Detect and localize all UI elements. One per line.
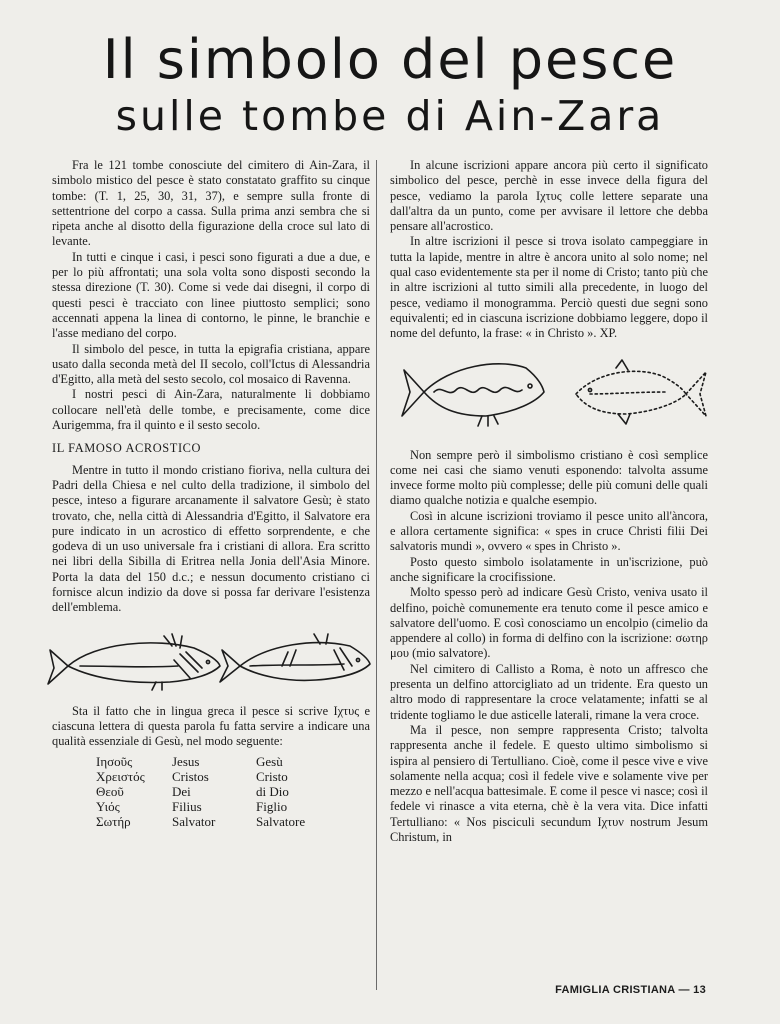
fish-drawings-illustration	[44, 630, 374, 692]
paragraph: In alcune iscrizioni appare ancora più certo il significato simbolico del pesce, perchè in esse invece della figura del pesce, vediamo la parola Ιχτυς colle lettere separate una dall'altra da un punto, come per avvisare il lettore che debba pensare all'acrostico.	[390, 158, 708, 234]
title-line-1: Il simbolo del pesce	[102, 28, 678, 91]
acrostic-latin: Jesus	[172, 753, 200, 769]
left-column	[52, 158, 370, 829]
acrostic-row	[96, 754, 315, 769]
right-column	[390, 158, 708, 845]
fish-drawings-illustration	[390, 354, 708, 434]
acrostic-italian: Gesù	[256, 753, 283, 769]
acrostic-row	[96, 799, 315, 814]
paragraph: Nel cimitero di Callisto a Roma, è noto un affresco che presenta un delfino attorcigliato ad un tridente. Era questo un altro modo di rappresentare la croce velatamente; infatti se al tridente togliamo le due asticelle laterali, rimane la vera croce.	[390, 661, 708, 722]
paragraph: Così in alcune iscrizioni troviamo il pesce unito all'àncora, e allora certamente significa: « spes in cruce Christi filii Dei salvatoris mundi », ovvero « spes in Christo ».	[390, 508, 708, 554]
paragraph: Posto questo simbolo isolatamente in un'iscrizione, può anche significare la crocifissione.	[390, 554, 708, 584]
fish-drawing	[240, 642, 370, 680]
title-line-2: sulle tombe di Ain-Zara	[115, 92, 665, 140]
section-heading: IL FAMOSO ACROSTICO	[52, 441, 202, 456]
acrostic-greek: Ιησοῦς	[96, 753, 133, 769]
acrostic-latin: Cristos	[172, 768, 209, 784]
paragraph: In altre iscrizioni il pesce si trova isolato campeggiare in tutta la lapide, mentre in altre è ancora unito al solo nome; nel qual caso evidentemente sta per il nome di Cristo; tanto più che in altre iscrizioni al tutto simili alla precedente, in luogo del pesce, vediamo il monogramma. Perciò questi due segni sono equivalenti; ed in ciascuna iscrizione dobbiamo leggere, dopo il nome del defunto, la frase: « in Christo ». XP.	[390, 234, 708, 341]
paragraph: Mentre in tutto il mondo cristiano fioriva, nella cultura dei Padri della Chiesa e nel culto della tradizione, il simbolo del pesce, inteso a figurare arcanamente il salvatore Gesù; è stato trovato, che, nella città di Alessandria d'Egitto, il Salvatore era pure indicato in un acrostico di effetto sorprendente, e che godeva di un uso universale fra i cristiani di allora. Era scritto nei libri della Sibilla di Eritrea nella Jonia dell'Asia Minore. Porta la data del 150 d.c.; e nessun documento cristiano ci fornisce alcun indizio da dove si possa far derivare l'esistenza dell'emblema.	[52, 462, 370, 615]
paragraph: Non sempre però il simbolismo cristiano è così semplice come nei casi che siamo venuti esponendo: talvolta assume invece forme molto più complesse; delle più comuni delle quali diamo qualche notizia e qualche esempio.	[390, 447, 708, 508]
acrostic-greek: Υιός	[96, 798, 120, 814]
acrostic-greek: Χρειστός	[96, 768, 145, 784]
acrostic-italian: Figlio	[256, 798, 288, 814]
paragraph: Sta il fatto che in lingua greca il pesce si scrive Ιχτυς e ciascuna lettera di questa parola fu fatta servire a indicare una qualità essenziale di Gesù, nel modo seguente:	[52, 703, 370, 749]
paragraph: In tutti e cinque i casi, i pesci sono figurati a due a due, e per lo più affrontati; una sola volta sono disposti secondo la stessa direzione (T. 30). Come si vede dai disegni, il corpo di questi pesci è tracciato con linee piuttosto semplici; sono accennati appena la linea di contorno, le pinne, le branchie e l'asse mediano del corpo.	[52, 249, 370, 341]
acrostic-italian: di Dio	[256, 783, 289, 799]
paragraph: Fra le 121 tombe conosciute del cimitero di Ain-Zara, il simbolo mistico del pesce è stato constatato graffito su cinque tombe: (T. 1, 25, 30, 31, 37), e sempre sulla fronte di settentrione del corpo a cassa. Sulla prima anzi sembra che si ripeta anche al disotto della figurazione della croce sul lato di levante.	[52, 158, 370, 249]
acrostic-italian: Cristo	[256, 768, 288, 784]
acrostic-greek: Θεοῦ	[96, 783, 124, 799]
acrostic-row	[96, 814, 315, 829]
column-divider	[376, 160, 377, 990]
acrostic-greek: Σωτήρ	[96, 813, 131, 829]
paragraph: Il simbolo del pesce, in tutta la epigrafia cristiana, appare usato dalla seconda metà del II secolo, coll'Ictus di Alessandria d'Egitto, alla metà del sesto secolo, col mosaico di Ravenna.	[52, 341, 370, 387]
acrostic-row	[96, 769, 315, 784]
acrostic-italian: Salvatore	[256, 813, 306, 829]
acrostic-latin: Dei	[172, 783, 191, 799]
page-footer: FAMIGLIA CRISTIANA — 13	[555, 984, 706, 996]
acrostic-table	[96, 754, 315, 829]
acrostic-latin: Salvator	[172, 813, 216, 829]
paragraph: Ma il pesce, non sempre rappresenta Cristo; talvolta rappresenta anche il fedele. E questo ultimo simbolismo si ispira al pensiero di Tertulliano. Cioè, come il pesce vive e vive solamente nella acqua; così il fedele vive e solamente vive per mezzo e nell'acqua battesimale. E come il pesce vi nasce; così il fedele vi rinasce a vita eterna, chè è la vera vita. Dice infatti Tertulliano: « Nos pisciculi secundum Ιχτυν nostrum Jesum Christum, in	[390, 722, 708, 844]
acrostic-latin: Filius	[172, 798, 202, 814]
paragraph: Molto spesso però ad indicare Gesù Cristo, veniva usato il delfino, poichè comunemente era tenuto come il pesce amico e salvatore dell'uomo. E così conosciamo un encolpio (cimelio da appendere al collo) in forma di delfino con la iscrizione: σωτηρ μου (mio salvatore).	[390, 585, 708, 661]
acrostic-row	[96, 784, 315, 799]
paragraph: I nostri pesci di Ain-Zara, naturalmente li dobbiamo collocare nell'età delle tombe, e precisamente, come dice Aurigemma, fra il quinto e il sesto secolo.	[52, 387, 370, 433]
